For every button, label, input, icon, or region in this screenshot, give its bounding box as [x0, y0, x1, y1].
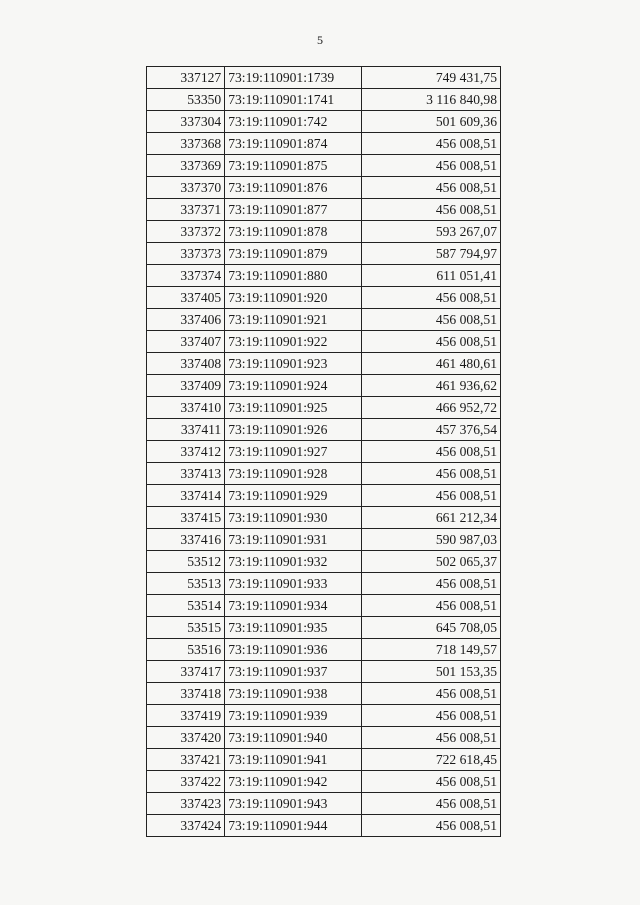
row-number-cell: 337417 [147, 661, 225, 683]
value-cell: 502 065,37 [361, 551, 500, 573]
row-number-cell: 337413 [147, 463, 225, 485]
cadastral-number-cell: 73:19:110901:931 [225, 529, 361, 551]
table-row [147, 243, 501, 265]
table-row [147, 595, 501, 617]
row-number-cell: 337408 [147, 353, 225, 375]
cadastral-number-cell: 73:19:110901:938 [225, 683, 361, 705]
value-cell: 661 212,34 [361, 507, 500, 529]
value-cell: 587 794,97 [361, 243, 500, 265]
row-number-cell: 337415 [147, 507, 225, 529]
row-number-cell: 337421 [147, 749, 225, 771]
table-row [147, 683, 501, 705]
cadastral-number-cell: 73:19:110901:924 [225, 375, 361, 397]
cadastral-number-cell: 73:19:110901:742 [225, 111, 361, 133]
table-row [147, 771, 501, 793]
table-row [147, 551, 501, 573]
row-number-cell: 337372 [147, 221, 225, 243]
table-body [147, 67, 501, 837]
table-row [147, 265, 501, 287]
cadastral-number-cell: 73:19:110901:935 [225, 617, 361, 639]
table-row [147, 441, 501, 463]
value-cell: 3 116 840,98 [361, 89, 500, 111]
cadastral-number-cell: 73:19:110901:874 [225, 133, 361, 155]
cadastral-number-cell: 73:19:110901:943 [225, 793, 361, 815]
row-number-cell: 337371 [147, 199, 225, 221]
value-cell: 466 952,72 [361, 397, 500, 419]
value-cell: 461 480,61 [361, 353, 500, 375]
cadastral-number-cell: 73:19:110901:941 [225, 749, 361, 771]
value-cell: 456 008,51 [361, 793, 500, 815]
table-row [147, 815, 501, 837]
value-cell: 593 267,07 [361, 221, 500, 243]
value-cell: 749 431,75 [361, 67, 500, 89]
table-row [147, 507, 501, 529]
cadastral-number-cell: 73:19:110901:876 [225, 177, 361, 199]
table-row [147, 727, 501, 749]
cadastral-number-cell: 73:19:110901:937 [225, 661, 361, 683]
cadastral-number-cell: 73:19:110901:934 [225, 595, 361, 617]
row-number-cell: 337409 [147, 375, 225, 397]
value-cell: 456 008,51 [361, 309, 500, 331]
row-number-cell: 53513 [147, 573, 225, 595]
table-row [147, 331, 501, 353]
row-number-cell: 337412 [147, 441, 225, 463]
value-cell: 456 008,51 [361, 573, 500, 595]
table-row [147, 199, 501, 221]
table-row [147, 617, 501, 639]
row-number-cell: 53512 [147, 551, 225, 573]
row-number-cell: 337410 [147, 397, 225, 419]
value-cell: 456 008,51 [361, 177, 500, 199]
table-row [147, 573, 501, 595]
cadastral-number-cell: 73:19:110901:923 [225, 353, 361, 375]
value-cell: 590 987,03 [361, 529, 500, 551]
cadastral-number-cell: 73:19:110901:877 [225, 199, 361, 221]
row-number-cell: 337407 [147, 331, 225, 353]
cadastral-number-cell: 73:19:110901:925 [225, 397, 361, 419]
row-number-cell: 337373 [147, 243, 225, 265]
value-cell: 456 008,51 [361, 727, 500, 749]
cadastral-number-cell: 73:19:110901:932 [225, 551, 361, 573]
cadastral-number-cell: 73:19:110901:878 [225, 221, 361, 243]
value-cell: 456 008,51 [361, 441, 500, 463]
row-number-cell: 337405 [147, 287, 225, 309]
table-row [147, 419, 501, 441]
value-cell: 718 149,57 [361, 639, 500, 661]
row-number-cell: 337422 [147, 771, 225, 793]
cadastral-number-cell: 73:19:110901:926 [225, 419, 361, 441]
cadastral-number-cell: 73:19:110901:921 [225, 309, 361, 331]
value-cell: 501 609,36 [361, 111, 500, 133]
cadastral-number-cell: 73:19:110901:879 [225, 243, 361, 265]
table-row [147, 749, 501, 771]
row-number-cell: 337304 [147, 111, 225, 133]
row-number-cell: 53515 [147, 617, 225, 639]
cadastral-number-cell: 73:19:110901:936 [225, 639, 361, 661]
row-number-cell: 53514 [147, 595, 225, 617]
row-number-cell: 337369 [147, 155, 225, 177]
cadastral-number-cell: 73:19:110901:942 [225, 771, 361, 793]
value-cell: 722 618,45 [361, 749, 500, 771]
cadastral-number-cell: 73:19:110901:1741 [225, 89, 361, 111]
value-cell: 456 008,51 [361, 463, 500, 485]
value-cell: 456 008,51 [361, 485, 500, 507]
page-number: 5 [317, 33, 323, 47]
row-number-cell: 337406 [147, 309, 225, 331]
value-cell: 645 708,05 [361, 617, 500, 639]
row-number-cell: 337423 [147, 793, 225, 815]
value-cell: 461 936,62 [361, 375, 500, 397]
row-number-cell: 337416 [147, 529, 225, 551]
table-row [147, 793, 501, 815]
cadastral-number-cell: 73:19:110901:933 [225, 573, 361, 595]
value-cell: 456 008,51 [361, 683, 500, 705]
cadastral-number-cell: 73:19:110901:930 [225, 507, 361, 529]
table-row [147, 375, 501, 397]
cadastral-number-cell: 73:19:110901:940 [225, 727, 361, 749]
cadastral-number-cell: 73:19:110901:1739 [225, 67, 361, 89]
table-row [147, 287, 501, 309]
value-cell: 456 008,51 [361, 815, 500, 837]
table-row [147, 89, 501, 111]
table-row [147, 155, 501, 177]
cadastral-number-cell: 73:19:110901:875 [225, 155, 361, 177]
value-cell: 456 008,51 [361, 595, 500, 617]
table-row [147, 353, 501, 375]
table-row [147, 397, 501, 419]
table-row [147, 111, 501, 133]
cadastral-number-cell: 73:19:110901:929 [225, 485, 361, 507]
table-row [147, 529, 501, 551]
row-number-cell: 53350 [147, 89, 225, 111]
table-row [147, 705, 501, 727]
table-row [147, 485, 501, 507]
row-number-cell: 337418 [147, 683, 225, 705]
value-cell: 456 008,51 [361, 155, 500, 177]
row-number-cell: 337419 [147, 705, 225, 727]
table-row [147, 463, 501, 485]
value-cell: 456 008,51 [361, 331, 500, 353]
cadastral-number-cell: 73:19:110901:922 [225, 331, 361, 353]
cadastral-number-cell: 73:19:110901:928 [225, 463, 361, 485]
table-row [147, 133, 501, 155]
value-cell: 456 008,51 [361, 133, 500, 155]
value-cell: 501 153,35 [361, 661, 500, 683]
table-row [147, 309, 501, 331]
row-number-cell: 337374 [147, 265, 225, 287]
row-number-cell: 337414 [147, 485, 225, 507]
value-cell: 456 008,51 [361, 771, 500, 793]
cadastral-number-cell: 73:19:110901:944 [225, 815, 361, 837]
cadastral-number-cell: 73:19:110901:920 [225, 287, 361, 309]
row-number-cell: 337420 [147, 727, 225, 749]
row-number-cell: 337424 [147, 815, 225, 837]
value-cell: 456 008,51 [361, 287, 500, 309]
value-cell: 456 008,51 [361, 199, 500, 221]
table-row [147, 639, 501, 661]
table-row [147, 221, 501, 243]
row-number-cell: 337411 [147, 419, 225, 441]
value-cell: 456 008,51 [361, 705, 500, 727]
cadastral-number-cell: 73:19:110901:939 [225, 705, 361, 727]
table-row [147, 67, 501, 89]
cadastral-number-cell: 73:19:110901:880 [225, 265, 361, 287]
value-cell: 457 376,54 [361, 419, 500, 441]
row-number-cell: 337368 [147, 133, 225, 155]
table-row [147, 661, 501, 683]
row-number-cell: 53516 [147, 639, 225, 661]
row-number-cell: 337370 [147, 177, 225, 199]
row-number-cell: 337127 [147, 67, 225, 89]
cadastral-value-table [146, 66, 501, 837]
cadastral-number-cell: 73:19:110901:927 [225, 441, 361, 463]
table-row [147, 177, 501, 199]
value-cell: 611 051,41 [361, 265, 500, 287]
